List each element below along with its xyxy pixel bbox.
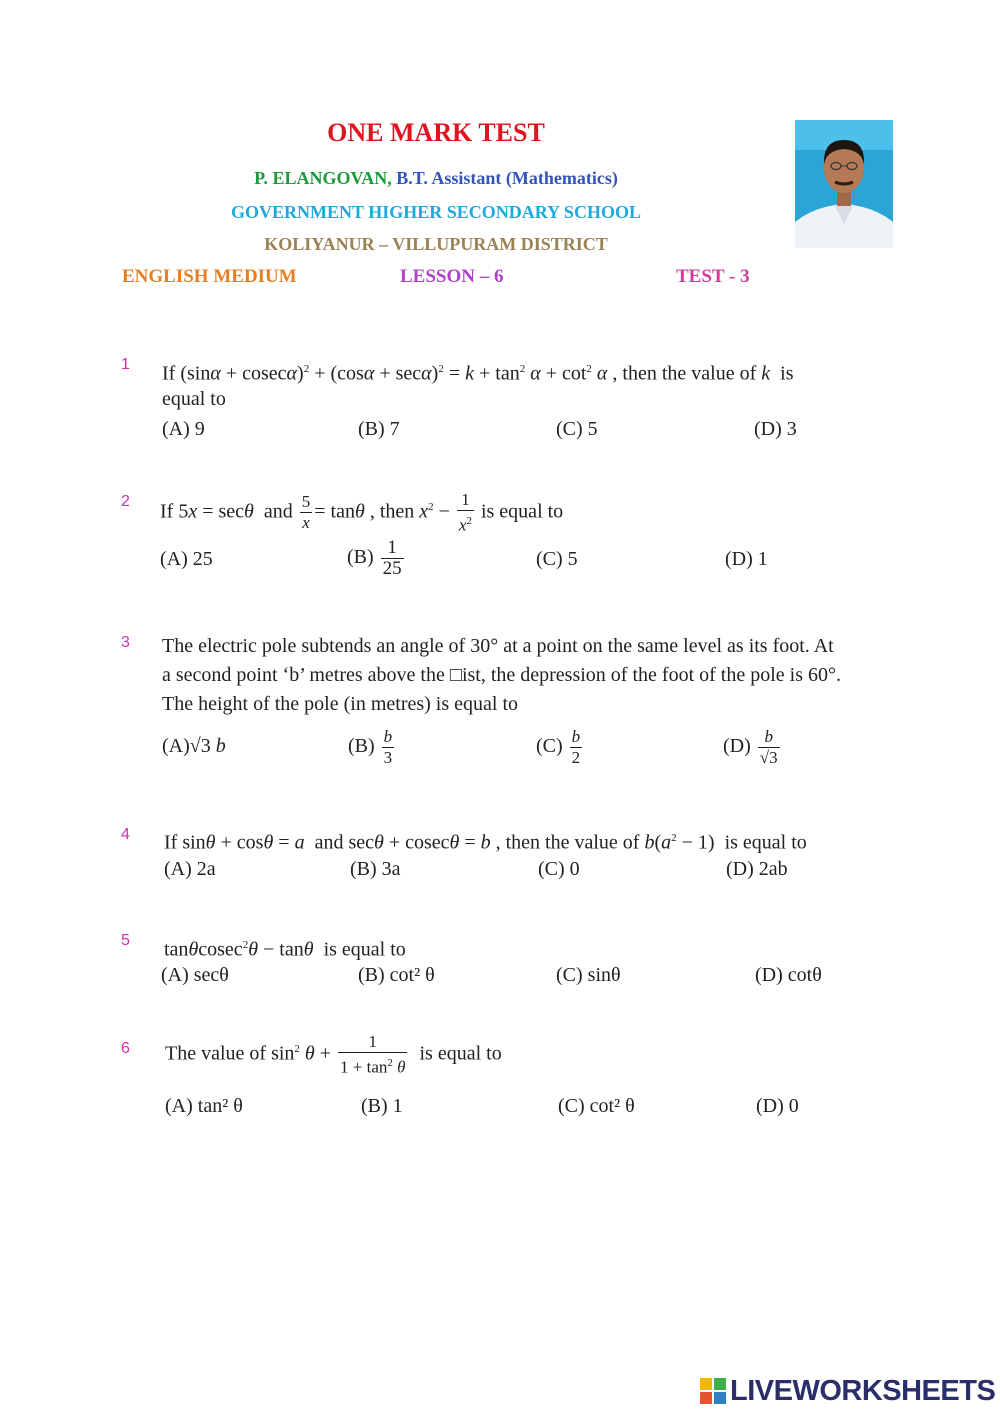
question-number: 5 — [121, 932, 130, 949]
option-d[interactable]: (D) cotθ — [755, 964, 822, 986]
option-a[interactable]: (A) 25 — [160, 548, 213, 570]
question-4-text: If sinθ + cosθ = a and secθ + cosecθ = b , then the value of $b(a^2 - 1)$ is equal to — [164, 831, 807, 854]
option-c[interactable]: (C) 5 — [536, 548, 578, 570]
question-number: 1 — [121, 356, 130, 373]
option-a[interactable]: (A)√3 b — [162, 735, 226, 757]
option-b[interactable]: (B) 7 — [358, 418, 400, 440]
question-5-text: tanθcosec$^2$θ − tanθ is equal to — [164, 938, 406, 961]
option-d[interactable]: (D) 2ab — [726, 858, 788, 880]
option-d[interactable]: (D) 3 — [754, 418, 797, 440]
option-c[interactable]: (C) 0 — [538, 858, 580, 880]
option-d[interactable]: (D) 0 — [756, 1095, 799, 1117]
author-name: P. ELANGOVAN, — [254, 168, 392, 188]
page-title: ONE MARK TEST — [327, 118, 545, 147]
option-a-label: (A) — [162, 735, 190, 757]
option-c-label: (C) — [536, 735, 563, 758]
question-3-line-2: a second point ‘b’ metres above the □ist, the depression of the foot of the pole is 60°. — [162, 664, 841, 686]
option-a[interactable]: (A) 9 — [162, 418, 205, 440]
option-b-label: (B) — [347, 546, 374, 569]
question-number: 4 — [121, 826, 130, 843]
option-b[interactable]: (B) cot² θ — [358, 964, 435, 986]
author-role: B.T. Assistant (Mathematics) — [396, 168, 618, 188]
question-6-text: The value of $\sin^2 \theta$ + $\frac{1}{1 + \tan^2 \theta}$ is equal to — [165, 1032, 502, 1077]
author-line — [0, 168, 872, 189]
liveworksheets-logo — [700, 1374, 995, 1408]
option-b[interactable]: (B) $\frac{b}{3}$ — [348, 727, 393, 767]
option-c[interactable]: (C) sinθ — [556, 964, 621, 986]
district-name: KOLIYANUR – VILLUPURAM DISTRICT — [264, 234, 608, 254]
question-number: 3 — [121, 634, 130, 651]
option-a[interactable]: (A) 2a — [164, 858, 216, 880]
logo-icon — [700, 1378, 726, 1404]
option-a[interactable]: (A) secθ — [161, 964, 229, 986]
logo-text: LIVEWORKSHEETS — [730, 1374, 996, 1407]
option-b[interactable]: (B) 1 — [361, 1095, 403, 1117]
option-d[interactable]: (D) $\frac{b}{√3}$ — [723, 727, 778, 767]
school-name: GOVERNMENT HIGHER SECONDARY SCHOOL — [231, 202, 641, 222]
option-c[interactable]: (C) 5 — [556, 418, 598, 440]
lesson-label: LESSON – 6 — [400, 266, 504, 287]
option-d-label: (D) — [723, 735, 751, 758]
option-a[interactable]: (A) tan² θ — [165, 1095, 243, 1117]
test-label: TEST - 3 — [676, 266, 750, 287]
option-b[interactable]: (B) 3a — [350, 858, 401, 880]
option-b[interactable]: (B) $\frac{1}{25}$ — [347, 537, 402, 579]
question-number: 2 — [121, 493, 130, 510]
option-c[interactable]: (C) cot² θ — [558, 1095, 635, 1117]
author-photo — [795, 120, 893, 248]
question-2-text: If 5x = secθ and $\frac{5}{x}$ = tanθ , then $x^2$ − $\frac{1}{x^2}$ is equal to — [160, 490, 564, 535]
question-1-text-cont: equal to — [162, 388, 226, 410]
question-3-line-1: The electric pole subtends an angle of 30° at a point on the same level as its foot. At — [162, 635, 834, 657]
question-3-line-3: The height of the pole (in metres) is equal to — [162, 693, 519, 715]
option-c[interactable]: (C) $\frac{b}{2}$ — [536, 727, 581, 767]
option-d[interactable]: (D) 1 — [725, 548, 768, 570]
option-b-label: (B) — [348, 735, 375, 758]
question-number: 6 — [121, 1040, 130, 1057]
medium-label: ENGLISH MEDIUM — [122, 266, 297, 287]
question-1-text: If $(\sin\alpha + cosec\alpha)^2 + (\cos\alpha + \sec\alpha)^2 = k + \tan^2 \alpha + \cot^2 \alpha$ , then the value of k is — [162, 362, 794, 385]
